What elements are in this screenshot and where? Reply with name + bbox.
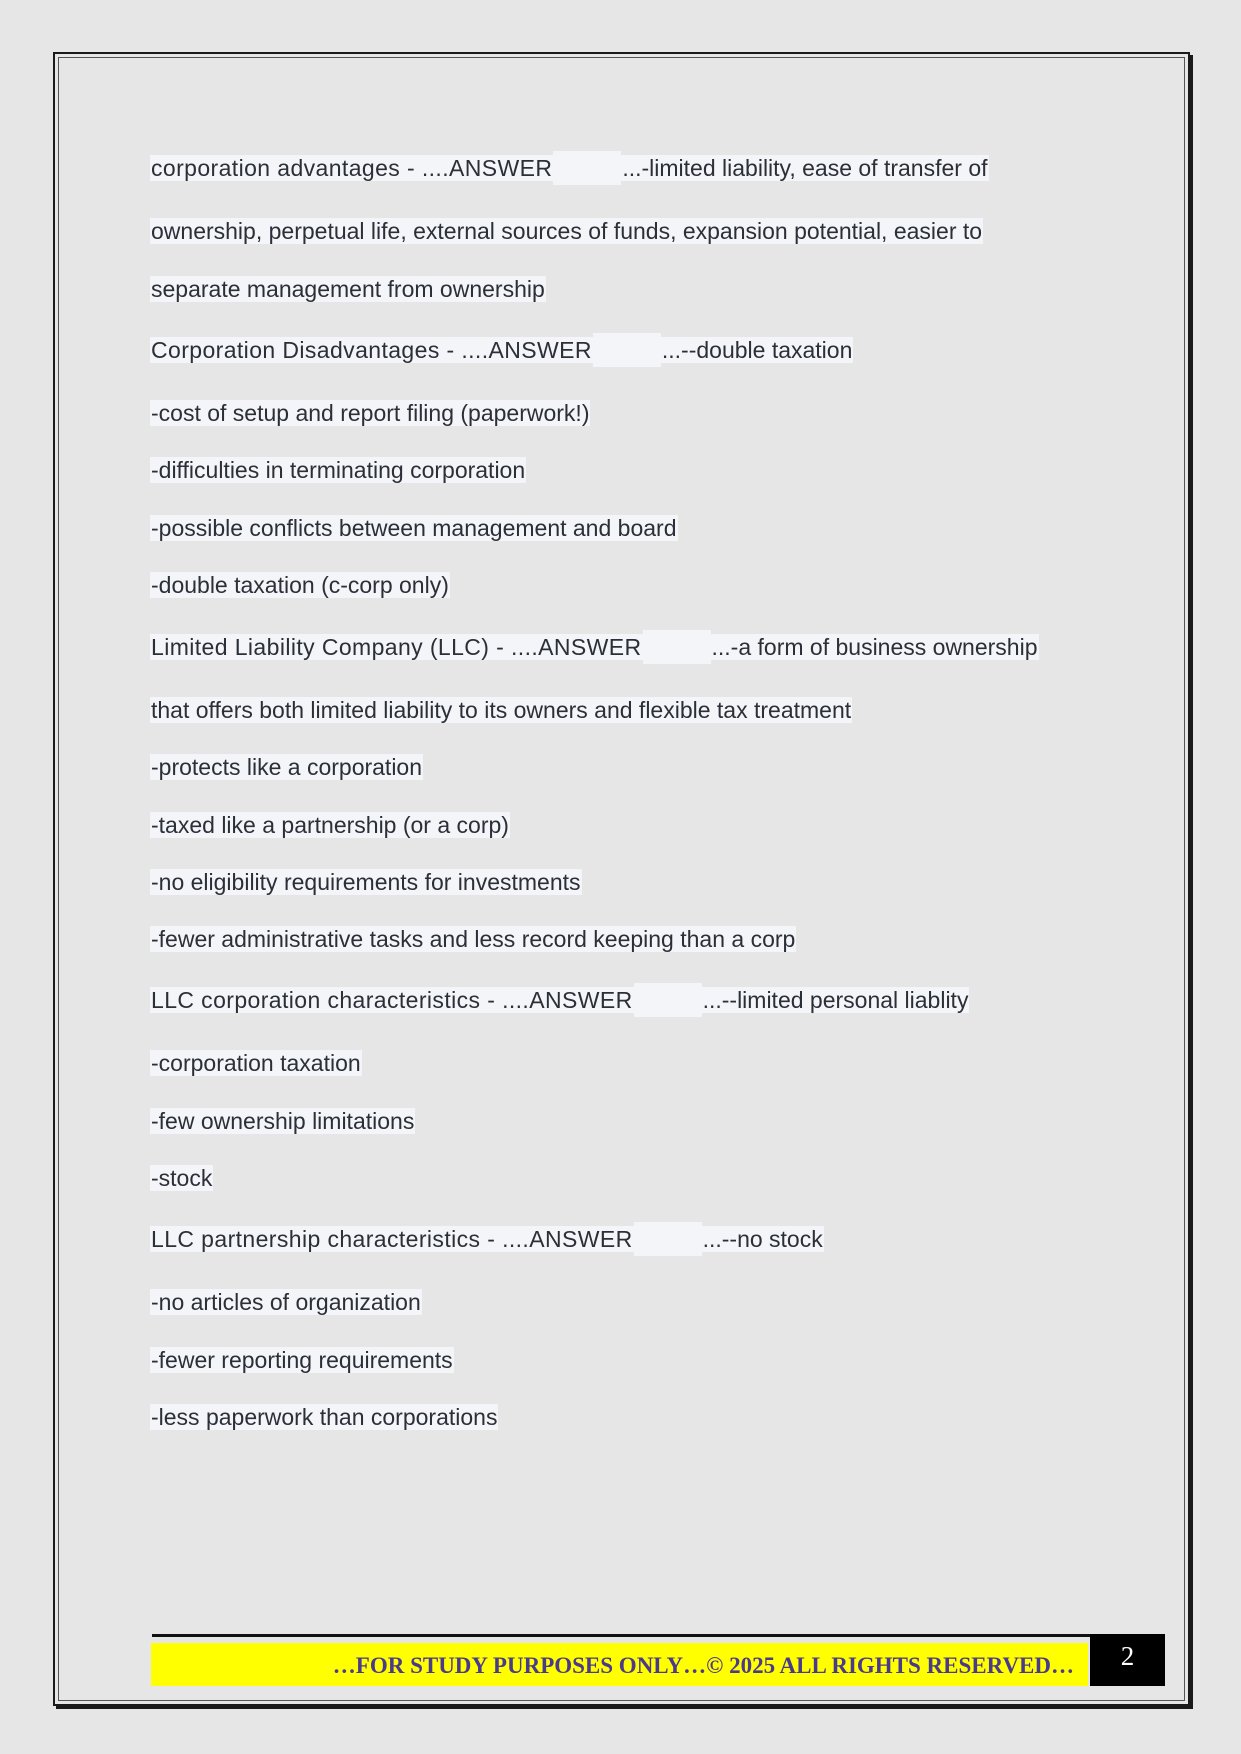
card-term: Limited Liability Company (LLC) - ....ANSWER [151, 634, 642, 660]
answer-text: -taxed like a partnership (or a corp) [151, 812, 509, 838]
answer-text: that offers both limited liability to its owners and flexible tax treatment [151, 697, 852, 723]
answer-bullet [150, 511, 678, 545]
answer-text: -fewer reporting requirements [151, 1347, 453, 1373]
answer-text: -stock [151, 1165, 213, 1191]
page-number: 2 [1090, 1634, 1165, 1686]
answer-text: -no eligibility requirements for investments [151, 869, 581, 895]
answer-text: ownership, perpetual life, external sources of funds, expansion potential, easier to [151, 218, 983, 244]
answer-text: -protects like a corporation [151, 754, 423, 780]
answer-text: -double taxation (c-corp only) [151, 572, 449, 598]
card-term: corporation advantages - ....ANSWER [151, 155, 553, 181]
card-term: Corporation Disadvantages - ....ANSWER [151, 337, 592, 363]
card-answer: ...--double taxation [661, 337, 853, 363]
answer-bullet [150, 1285, 422, 1319]
card-term: LLC partnership characteristics - ....ANSWER [151, 1226, 633, 1252]
answer-bullet [150, 1400, 498, 1434]
answer-text: -cost of setup and report filing (paperwork!) [151, 400, 590, 426]
footer-rule [152, 1634, 1090, 1637]
answer-text: -possible conflicts between management and board [151, 515, 677, 541]
answer-text: -few ownership limitations [151, 1108, 415, 1134]
answer-bullet [150, 1161, 213, 1195]
answer-text: -no articles of organization [151, 1289, 421, 1315]
card-term-line [150, 333, 853, 367]
answer-bullet [150, 396, 590, 430]
answer-bullet [150, 1046, 362, 1080]
card-answer-line [150, 272, 546, 306]
answer-text: -corporation taxation [151, 1050, 361, 1076]
card-term-line [150, 983, 969, 1017]
answer-bullet [150, 1104, 415, 1138]
card-term-line [150, 151, 989, 185]
answer-bullet [150, 1343, 454, 1377]
answer-bullet [150, 453, 526, 487]
card-answer-line [150, 214, 983, 248]
card-answer: ...-limited liability, ease of transfer of [622, 155, 988, 181]
card-term: LLC corporation characteristics - ....ANSWER [151, 987, 633, 1013]
footer-notice: …FOR STUDY PURPOSES ONLY…© 2025 ALL RIGHTS RESERVED… [151, 1643, 1088, 1686]
answer-text: -fewer administrative tasks and less record keeping than a corp [151, 926, 796, 952]
card-answer: ...-a form of business ownership [711, 634, 1038, 660]
answer-bullet [150, 922, 796, 956]
answer-text: -less paperwork than corporations [151, 1404, 498, 1430]
answer-bullet [150, 865, 582, 899]
card-term-line [150, 1222, 824, 1256]
answer-bullet [150, 750, 423, 784]
answer-text: -difficulties in terminating corporation [151, 457, 526, 483]
answer-bullet [150, 808, 510, 842]
card-answer: ...--limited personal liablity [702, 987, 969, 1013]
card-term-line [150, 630, 1039, 664]
card-answer: ...--no stock [702, 1226, 823, 1252]
card-answer-line [150, 693, 852, 727]
answer-bullet [150, 568, 450, 602]
answer-text: separate management from ownership [151, 276, 545, 302]
